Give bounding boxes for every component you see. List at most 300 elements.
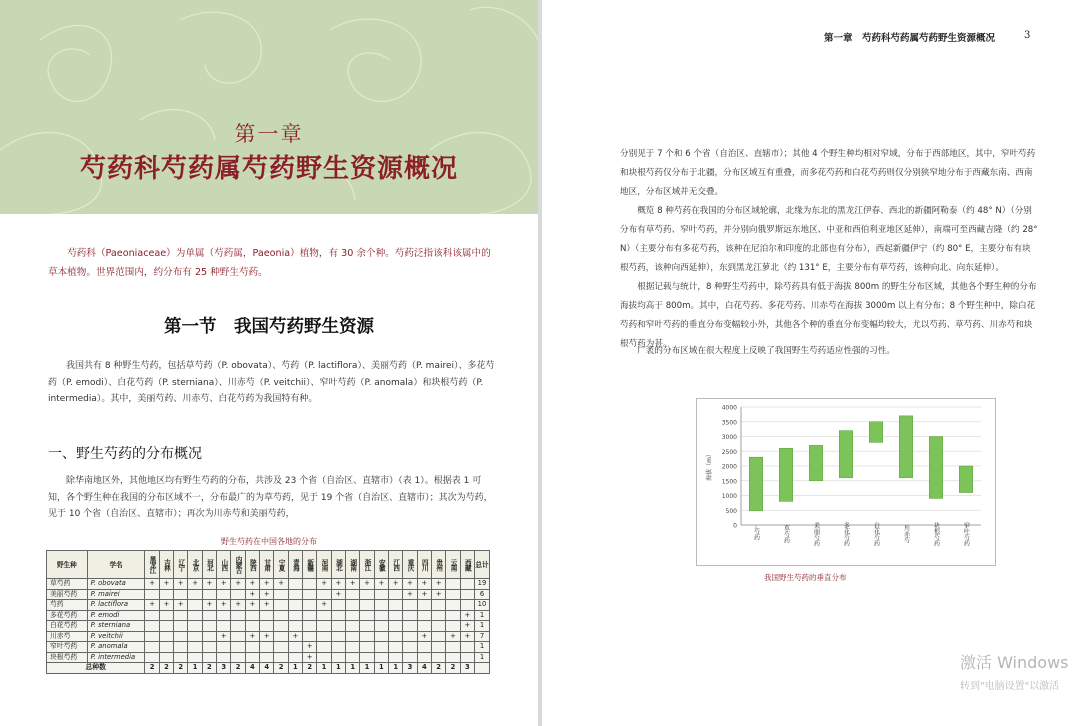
bar-4 [869, 422, 883, 443]
presence-cell [303, 589, 317, 600]
presence-cell [231, 589, 245, 600]
presence-cell [231, 621, 245, 632]
presence-cell [202, 610, 216, 621]
table-header-province: 重庆 [403, 551, 417, 579]
total-label: 总种数 [47, 663, 145, 674]
presence-cell [145, 589, 159, 600]
species-latin: P. anomala [87, 642, 145, 653]
presence-cell [389, 642, 403, 653]
presence-cell [188, 621, 202, 632]
table-header-species: 野生种 [47, 551, 88, 579]
table-header-province: 云南 [446, 551, 460, 579]
presence-cell [446, 642, 460, 653]
table-header-province: 贵州 [432, 551, 446, 579]
presence-cell [432, 631, 446, 642]
bar-1 [779, 448, 793, 501]
presence-cell: + [231, 600, 245, 611]
presence-cell [446, 652, 460, 663]
presence-cell [245, 642, 259, 653]
presence-cell [446, 589, 460, 600]
presence-cell: + [360, 579, 374, 590]
province-total: 2 [174, 663, 188, 674]
table-header-province: 河南 [317, 551, 331, 579]
section-title: 第一节 我国芍药野生资源 [164, 317, 374, 337]
province-total: 2 [202, 663, 216, 674]
province-total: 1 [374, 663, 388, 674]
presence-cell: + [159, 579, 173, 590]
presence-cell: + [417, 579, 431, 590]
presence-cell [202, 589, 216, 600]
presence-cell: + [217, 600, 231, 611]
x-tick-label: 白花芍药 [872, 522, 880, 546]
province-total: 1 [188, 663, 202, 674]
presence-cell [145, 631, 159, 642]
chapter-banner [0, 0, 538, 214]
watermark-line2: 转到"电脑设置"以激活 [960, 681, 1060, 692]
presence-cell [446, 600, 460, 611]
row-total: 1 [474, 621, 489, 632]
presence-cell [389, 652, 403, 663]
presence-cell [159, 621, 173, 632]
paragraph-distribution: 除华南地区外，其他地区均有野生芍药的分布，共涉及 23 个省（自治区、直辖市）（表 1）。根据表 1 可知，各个野生种在我国的分布区域不一，分布最广的为草芍药，见于 19 个省（自治区、直辖市）；其次为芍药，见于 10 个省（自治区、直辖市）；再次为川赤芍和美丽芍药， [48, 476, 493, 519]
species-name: 白花芍药 [47, 621, 88, 632]
species-name: 多花芍药 [47, 610, 88, 621]
presence-cell [374, 610, 388, 621]
presence-cell: + [260, 600, 274, 611]
presence-cell [188, 600, 202, 611]
presence-cell [417, 652, 431, 663]
presence-cell [231, 652, 245, 663]
presence-cell [174, 631, 188, 642]
paragraph-outline: 概览 8 种芍药在我国的分布区域轮廓，北缘为东北的黑龙江伊春、西北的新疆阿勒泰（约 48° N）（分别分布有草芍药、窄叶芍药，并分别向俄罗斯远东地区、中亚和西伯利亚地区延伸），南端可至西藏吉隆（约 28° N）（主要分布有多花芍药，该种在尼泊尔和印度的北部也有分布），西起新疆伊宁（约 80° E，主要分布有块根芍药，该种向西延伸），东到黑龙江萝北（约 131° E，主要分布有草芍药，该种向北、向东延伸）。 [620, 206, 1038, 274]
presence-cell [188, 631, 202, 642]
presence-cell [174, 621, 188, 632]
table-header-province: 吉林 [159, 551, 173, 579]
species-latin: P. sterniana [87, 621, 145, 632]
presence-cell [389, 600, 403, 611]
presence-cell: + [331, 579, 345, 590]
presence-cell [288, 652, 302, 663]
presence-cell: + [245, 631, 259, 642]
presence-cell [331, 642, 345, 653]
presence-cell [403, 621, 417, 632]
presence-cell: + [331, 589, 345, 600]
presence-cell [217, 589, 231, 600]
presence-cell [260, 642, 274, 653]
presence-cell [417, 600, 431, 611]
presence-cell: + [245, 600, 259, 611]
presence-cell [245, 652, 259, 663]
presence-cell: + [460, 621, 474, 632]
presence-cell [432, 600, 446, 611]
presence-cell [432, 610, 446, 621]
paragraph-adaptability: 广袤的分布区域在很大程度上反映了我国野生芍药适应性强的习性。 [637, 346, 896, 356]
presence-cell [174, 589, 188, 600]
presence-cell [331, 610, 345, 621]
presence-cell: + [245, 589, 259, 600]
y-tick-label: 4000 [721, 404, 737, 412]
presence-cell [202, 621, 216, 632]
presence-cell [389, 621, 403, 632]
presence-cell [374, 600, 388, 611]
y-tick-label: 1500 [721, 478, 737, 486]
presence-cell [159, 631, 173, 642]
province-total: 1 [346, 663, 360, 674]
presence-cell [274, 600, 288, 611]
presence-cell: + [202, 600, 216, 611]
province-total: 3 [217, 663, 231, 674]
row-total: 10 [474, 600, 489, 611]
species-name: 块根芍药 [47, 652, 88, 663]
row-total: 1 [474, 652, 489, 663]
table-header-province: 西藏 [460, 551, 474, 579]
presence-cell [274, 642, 288, 653]
presence-cell [417, 610, 431, 621]
chart-caption: 我国野生芍药的垂直分布 [764, 573, 847, 582]
presence-cell: + [432, 579, 446, 590]
table-header-province: 四川 [417, 551, 431, 579]
presence-cell [303, 610, 317, 621]
presence-cell [174, 642, 188, 653]
presence-cell: + [303, 642, 317, 653]
presence-cell [460, 642, 474, 653]
table-row [47, 589, 490, 600]
province-total: 2 [303, 663, 317, 674]
presence-cell [202, 642, 216, 653]
presence-cell [317, 621, 331, 632]
presence-cell [403, 642, 417, 653]
presence-cell [346, 652, 360, 663]
y-tick-label: 3500 [721, 419, 737, 427]
table-row [47, 642, 490, 653]
presence-cell: + [303, 652, 317, 663]
presence-cell [145, 652, 159, 663]
presence-cell [274, 621, 288, 632]
presence-cell [274, 610, 288, 621]
row-total: 7 [474, 631, 489, 642]
presence-cell [288, 579, 302, 590]
presence-cell: + [274, 579, 288, 590]
presence-cell [346, 631, 360, 642]
presence-cell [360, 621, 374, 632]
x-tick-label: 美丽芍药 [812, 522, 820, 546]
presence-cell: + [202, 579, 216, 590]
species-latin: P. lactiflora [87, 600, 145, 611]
presence-cell [389, 610, 403, 621]
row-total: 6 [474, 589, 489, 600]
presence-cell [446, 610, 460, 621]
presence-cell [303, 600, 317, 611]
province-total: 2 [274, 663, 288, 674]
presence-cell [260, 610, 274, 621]
table-header-province: 新疆 [303, 551, 317, 579]
presence-cell: + [145, 600, 159, 611]
province-total: 1 [317, 663, 331, 674]
presence-cell [288, 642, 302, 653]
table-total-row [47, 663, 490, 674]
presence-cell [374, 652, 388, 663]
presence-cell: + [217, 631, 231, 642]
table-row [47, 600, 490, 611]
presence-cell: + [231, 579, 245, 590]
presence-cell [460, 579, 474, 590]
y-tick-label: 0 [733, 522, 737, 530]
paragraph-species: 我国共有 8 种野生芍药，包括草芍药（P. obovata）、芍药（P. lactiflora）、美丽芍药（P. mairei）、多花芍药（P. emodi）、白花芍药（P. sterniana）、川赤芍（P. veitchii）、窄叶芍药（P. anomala）和块根芍药（P. intermedia）。其中，美丽芍药、川赤芍、白花芍药为我国特有种。 [48, 361, 495, 404]
presence-cell: + [188, 579, 202, 590]
presence-cell [460, 652, 474, 663]
presence-cell: + [159, 600, 173, 611]
right-page [542, 0, 1080, 726]
province-total: 3 [460, 663, 474, 674]
species-name: 草芍药 [47, 579, 88, 590]
province-total: 2 [159, 663, 173, 674]
y-tick-label: 1000 [721, 493, 737, 500]
presence-cell [288, 589, 302, 600]
bar-3 [839, 431, 853, 478]
table-header-province: 湖北 [331, 551, 345, 579]
presence-cell [460, 589, 474, 600]
presence-cell: + [460, 610, 474, 621]
presence-cell [188, 589, 202, 600]
presence-cell [245, 621, 259, 632]
chapter-number: 第一章 [234, 122, 304, 146]
presence-cell: + [403, 589, 417, 600]
table-row [47, 631, 490, 642]
presence-cell [374, 621, 388, 632]
presence-cell: + [317, 579, 331, 590]
presence-cell: + [288, 631, 302, 642]
presence-cell [403, 610, 417, 621]
presence-cell [288, 600, 302, 611]
province-total: 1 [360, 663, 374, 674]
presence-cell [446, 621, 460, 632]
presence-cell [274, 589, 288, 600]
presence-cell [317, 589, 331, 600]
presence-cell [174, 610, 188, 621]
presence-cell [346, 621, 360, 632]
bar-6 [929, 437, 943, 499]
table-header-latin: 学名 [87, 551, 145, 579]
table-header-province: 安徽 [374, 551, 388, 579]
presence-cell [360, 610, 374, 621]
presence-cell: + [317, 600, 331, 611]
province-total: 4 [260, 663, 274, 674]
species-latin: P. emodi [87, 610, 145, 621]
presence-cell [188, 652, 202, 663]
table-header-province: 内蒙古 [231, 551, 245, 579]
presence-cell [202, 631, 216, 642]
bar-2 [809, 445, 823, 480]
province-total: 1 [331, 663, 345, 674]
presence-cell: + [245, 579, 259, 590]
table-header-province: 江西 [389, 551, 403, 579]
province-total: 2 [145, 663, 159, 674]
presence-cell [317, 642, 331, 653]
table-header-province: 北京 [188, 551, 202, 579]
presence-cell [217, 621, 231, 632]
table-header-total: 总计 [474, 551, 489, 579]
presence-cell: + [432, 589, 446, 600]
presence-cell [202, 652, 216, 663]
presence-cell [317, 610, 331, 621]
presence-cell [303, 621, 317, 632]
presence-cell [288, 621, 302, 632]
species-latin: P. veitchii [87, 631, 145, 642]
bar-5 [899, 416, 913, 478]
species-latin: P. obovata [87, 579, 145, 590]
presence-cell [245, 610, 259, 621]
species-name: 美丽芍药 [47, 589, 88, 600]
presence-cell [446, 579, 460, 590]
province-total: 2 [446, 663, 460, 674]
presence-cell [274, 652, 288, 663]
presence-cell [159, 589, 173, 600]
y-tick-label: 3000 [721, 434, 737, 441]
province-total: 4 [245, 663, 259, 674]
y-tick-label: 2000 [721, 463, 737, 471]
species-name: 芍药 [47, 600, 88, 611]
presence-cell [145, 610, 159, 621]
x-tick-label: 草芍药 [782, 525, 790, 543]
presence-cell: + [460, 631, 474, 642]
presence-cell [389, 589, 403, 600]
table-header-province: 辽宁 [174, 551, 188, 579]
presence-cell [159, 610, 173, 621]
presence-cell [188, 610, 202, 621]
presence-cell [159, 652, 173, 663]
presence-cell [360, 589, 374, 600]
presence-cell [217, 652, 231, 663]
table-header-province: 湖南 [346, 551, 360, 579]
presence-cell [460, 600, 474, 611]
distribution-table [46, 550, 490, 674]
left-page [0, 0, 538, 726]
presence-cell [417, 621, 431, 632]
presence-cell: + [346, 579, 360, 590]
table-caption: 野生芍药在中国各地的分布 [221, 537, 317, 546]
presence-cell [174, 652, 188, 663]
running-head: 第一章 芍药科芍药属芍药野生资源概况 [824, 33, 996, 44]
presence-cell [374, 642, 388, 653]
presence-cell [159, 642, 173, 653]
row-total: 1 [474, 610, 489, 621]
chapter-title: 芍药科芍药属芍药野生资源概况 [79, 154, 458, 184]
species-latin: P. mairei [87, 589, 145, 600]
presence-cell: + [403, 579, 417, 590]
total-blank [474, 663, 489, 674]
presence-cell [389, 631, 403, 642]
x-tick-label: 芍药 [752, 528, 760, 540]
table-row [47, 579, 490, 590]
y-axis-label: 海拔（m） [706, 451, 713, 481]
presence-cell: + [446, 631, 460, 642]
presence-cell: + [217, 579, 231, 590]
presence-cell [231, 631, 245, 642]
presence-cell: + [260, 589, 274, 600]
presence-cell [403, 652, 417, 663]
x-tick-label: 川赤芍 [902, 525, 910, 543]
species-name: 川赤芍 [47, 631, 88, 642]
y-tick-label: 2500 [721, 448, 737, 456]
presence-cell [432, 621, 446, 632]
presence-cell [231, 610, 245, 621]
presence-cell [303, 631, 317, 642]
bar-7 [959, 466, 973, 493]
presence-cell [360, 631, 374, 642]
presence-cell: + [260, 631, 274, 642]
presence-cell: + [417, 589, 431, 600]
row-total: 19 [474, 579, 489, 590]
province-total: 2 [231, 663, 245, 674]
table-row [47, 621, 490, 632]
province-total: 1 [288, 663, 302, 674]
presence-cell [331, 652, 345, 663]
presence-cell: + [417, 631, 431, 642]
table-header-province: 陕西 [245, 551, 259, 579]
presence-cell [360, 642, 374, 653]
table-header-province: 浙江 [360, 551, 374, 579]
presence-cell [432, 642, 446, 653]
presence-cell [260, 621, 274, 632]
activation-watermark [960, 650, 1069, 692]
presence-cell [331, 600, 345, 611]
presence-cell [274, 631, 288, 642]
presence-cell [303, 579, 317, 590]
species-name: 窄叶芍药 [47, 642, 88, 653]
presence-cell [317, 652, 331, 663]
species-latin: P. intermedia [87, 652, 145, 663]
presence-cell [403, 631, 417, 642]
x-tick-label: 块根芍药 [932, 522, 940, 546]
table-header-province: 甘肃 [260, 551, 274, 579]
chapter-intro: 芍药科（Paeoniaceae）为单属（芍药属，Paeonia）植物，有 30 余个种。芍药泛指该科该属中的草本植物。世界范围内，约分布有 25 种野生芍药。 [48, 248, 491, 278]
altitude-chart [696, 398, 996, 566]
presence-cell [346, 589, 360, 600]
presence-cell: + [174, 579, 188, 590]
presence-cell [331, 631, 345, 642]
presence-cell [403, 600, 417, 611]
bar-0 [749, 457, 763, 511]
x-tick-label: 窄叶芍药 [962, 522, 970, 546]
presence-cell [331, 621, 345, 632]
subsection-title: 一、野生芍药的分布概况 [48, 446, 202, 462]
presence-cell [217, 610, 231, 621]
y-tick-label: 500 [725, 507, 737, 515]
presence-cell [374, 631, 388, 642]
presence-cell: + [145, 579, 159, 590]
presence-cell [145, 621, 159, 632]
province-total: 1 [389, 663, 403, 674]
presence-cell [360, 652, 374, 663]
presence-cell [346, 600, 360, 611]
presence-cell [145, 642, 159, 653]
presence-cell [317, 631, 331, 642]
table-row [47, 610, 490, 621]
presence-cell [346, 642, 360, 653]
presence-cell [188, 642, 202, 653]
presence-cell [432, 652, 446, 663]
province-total: 3 [403, 663, 417, 674]
province-total: 2 [432, 663, 446, 674]
table-row [47, 652, 490, 663]
presence-cell [260, 652, 274, 663]
table-header-province: 黑龙江 [145, 551, 159, 579]
presence-cell: + [174, 600, 188, 611]
table-header-province: 山西 [217, 551, 231, 579]
paragraph-continued: 分别见于 7 个和 6 个省（自治区、直辖市）；其他 4 个野生种均相对窄域，分布于西部地区，其中，窄叶芍药和块根芍药仅分布于北疆，分布区域互有重叠，而多花芍药和白花芍药则仅分别狭窄地分布于西藏东南、西南地区，分布区域并无交叠。 [620, 149, 1036, 198]
table-header-province: 宁夏 [274, 551, 288, 579]
page-number: 3 [1024, 30, 1031, 41]
